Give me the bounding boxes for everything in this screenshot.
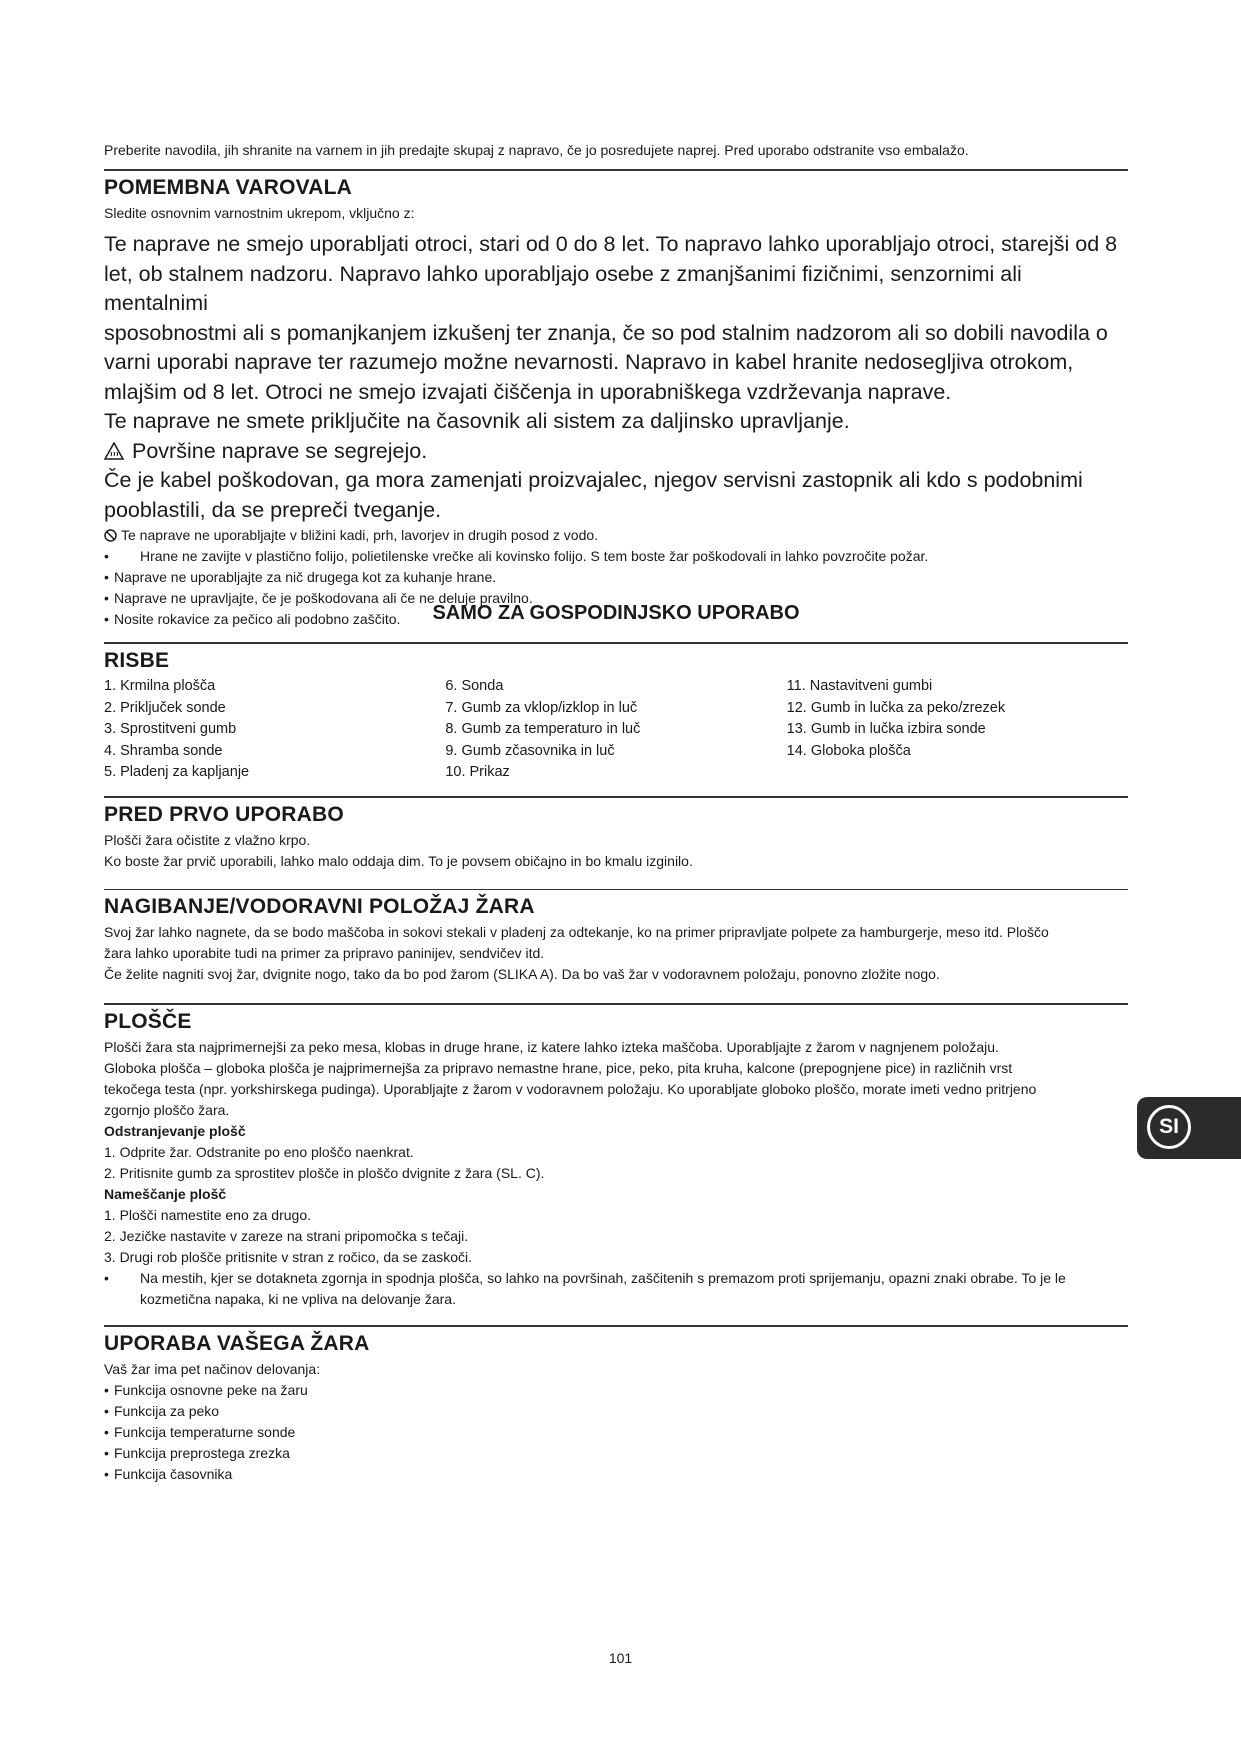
fit-plates-title: Nameščanje plošč [104, 1186, 227, 1202]
page-number: 101 [608, 1650, 633, 1666]
section-rule [104, 169, 1128, 171]
list-item: 1. Odprite žar. Odstranite po eno ploščo naenkrat. [104, 1144, 414, 1160]
list-item: • Funkcija preprostega zrezka [104, 1443, 1128, 1464]
list-item: • Hrane ne zavijte v plastično folijo, polietilenske vrečke ali kovinsko folijo. S tem boste žar poškodovali in lahko povzročite požar. [104, 546, 1128, 567]
list-item: 3. Sprostitveni gumb [104, 721, 237, 737]
list-item: 2. Pritisnite gumb za sprostitev plošče in ploščo dvignite z žara (SL. C). [104, 1165, 545, 1181]
prohibited-icon [104, 529, 117, 542]
fit-plates-steps [104, 1205, 1128, 1268]
section-rule [104, 1003, 1128, 1005]
figures-title: RISBE [104, 649, 170, 672]
intro-text: Preberite navodila, jih shranite na varnem in jih predajte skupaj z napravo, če jo posredujete naprej. Pred uporabo odstranite vso embalažo. [104, 142, 969, 158]
list-item: 2. Jezičke nastavite v zareze na strani pripomočka s tečaji. [104, 1228, 469, 1244]
cable-line: pooblastili, da se prepreči tveganje. [104, 497, 442, 522]
remove-plates-steps [104, 1142, 1128, 1184]
list-item: • Funkcija temperaturne sonde [104, 1422, 1128, 1443]
list-item: • Funkcija časovnika [104, 1464, 1128, 1485]
safety-line: varni uporabi naprave ter razumejo možne nevarnosti. Napravo in kabel hranite nedosegljiva otrokom, [104, 350, 1074, 374]
list-item [104, 1268, 1128, 1310]
list-item: 9. Gumb zčasovnika in luč [445, 742, 615, 759]
list-item: • Naprave ne upravljajte, če je poškodovana ali če ne deluje pravilno. [104, 588, 1128, 609]
safety-title: POMEMBNA VAROVALA [104, 176, 353, 199]
list-item: 7. Gumb za vklop/izklop in luč [445, 699, 638, 716]
safety-line: let, ob stalnem nadzoru. Napravo lahko uporabljajo osebe z zmanjšanimi fizičnimi, senzornimi ali mentalnimi [104, 261, 1022, 315]
plates-line: Globoka plošča – globoka plošča je najprimernejša za pripravo nemastne hrane, pice, peko, pita kruha, kalcone (prepognjene pice) in različnih vrst [104, 1060, 1013, 1076]
tilt-line: žara lahko uporabite tudi na primer za pripravo paninijev, sendvičev itd. [104, 945, 545, 961]
plates-line: zgornjo ploščo žara. [104, 1102, 230, 1118]
safety-line: Te naprave ne smejo uporabljati otroci, stari od 0 do 8 let. To napravo lahko uporabljajo otroci, starejši od 8 [104, 232, 1118, 256]
list-item: • Nosite rokavice za pečico ali podobno zaščito. [104, 609, 1128, 630]
section-rule [104, 1325, 1128, 1327]
list-item: 1. Plošči namestite eno za drugo. [104, 1207, 312, 1223]
hot-surface-warning [104, 437, 1128, 467]
list-item: 13. Gumb in lučka izbira sonde [786, 721, 986, 737]
usage-section [104, 1325, 1128, 1485]
language-badge [1137, 1097, 1241, 1159]
water-warning-text: Te naprave ne uporabljajte v bližini kadi, prh, lavorjev in drugih posod z vodo. [121, 527, 599, 543]
list-item: • Naprave ne uporabljajte za nič drugega kot za kuhanje hrane. [104, 567, 1128, 588]
plates-note [104, 1268, 1128, 1310]
safety-line: mlajšim od 8 let. Otroci ne smejo izvajati čiščenja in uporabniškega vzdrževanja naprave. [104, 379, 952, 404]
list-item: 6. Sonda [445, 678, 504, 694]
usage-modes [104, 1380, 1128, 1485]
cable-line: Če je kabel poškodovan, ga mora zamenjati proizvajalec, njegov servisni zastopnik ali kdo s podobnimi [104, 468, 1083, 492]
list-item: 4. Shramba sonde [104, 742, 223, 759]
list-item: 11. Nastavitveni gumbi [786, 678, 933, 694]
safety-line: sposobnostmi ali s pomanjkanjem izkušenj ter znanja, če so pod stalnim nadzorom ali so dobili navodila o [104, 320, 1108, 345]
figures-column-2 [445, 676, 786, 784]
tilt-section [104, 889, 1128, 985]
list-item: 12. Gumb in lučka za peko/zrezek [786, 699, 1006, 716]
list-item: 10. Prikaz [445, 764, 510, 780]
section-rule [104, 642, 1128, 644]
list-item: 8. Gumb za temperaturo in luč [445, 721, 641, 737]
list-item: • Funkcija za peko [104, 1401, 1128, 1422]
usage-title: UPORABA VAŠEGA ŽARA [104, 1332, 370, 1355]
figures-section [104, 642, 1128, 784]
figures-column-1 [104, 676, 445, 784]
language-badge-label: SI [1147, 1105, 1191, 1149]
household-use-title: SAMO ZA GOSPODINJSKO UPORABO [432, 602, 800, 624]
list-item: 3. Drugi rob plošče pritisnite v stran z ročico, da se zaskoči. [104, 1249, 473, 1265]
section-rule [104, 889, 1128, 890]
plates-section [104, 1003, 1128, 1310]
list-item: 1. Krmilna plošča [104, 678, 216, 694]
safety-subtitle: Sledite osnovnim varnostnim ukrepom, vključno z: [104, 205, 415, 221]
list-item: • Funkcija osnovne peke na žaru [104, 1380, 1128, 1401]
tilt-line: Svoj žar lahko nagnete, da se bodo maščoba in sokovi stekali v pladenj za odtekanje, ko na primer pripravljate polpete za hamburgerje, meso itd. Ploščo [104, 924, 1049, 940]
remove-plates-title: Odstranjevanje plošč [104, 1123, 246, 1139]
note-line: Na mestih, kjer se dotakneta zgornja in spodnja plošča, so lahko na površinah, zaščitenih s premazom proti sprijemanju, opazni znaki obrabe. To je le [140, 1270, 1066, 1286]
figures-column-3 [787, 676, 1128, 784]
plates-line: Plošči žara sta najprimernejši za peko mesa, klobas in druge hrane, iz katere lahko izteka maščoba. Uporabljajte z žarom v nagnjenem položaju. [104, 1039, 999, 1055]
tilt-title: NAGIBANJE/VODORAVNI POLOŽAJ ŽARA [104, 895, 535, 918]
safety-line: Te naprave ne smete priključite na časovnik ali sistem za daljinsko upravljanje. [104, 409, 850, 433]
note-line: kozmetična napaka, ki ne vpliva na delovanje žara. [140, 1291, 456, 1307]
hot-surface-text: Površine naprave se segrejejo. [132, 438, 428, 463]
list-item: 2. Priključek sonde [104, 699, 226, 716]
plates-line: tekočega testa (npr. yorkshirskega pudinga). Uporabljajte z žarom v vodoravnem položaju. Ko uporabljate globoko ploščo, morate imeti vedno pritrjeno [104, 1081, 1037, 1097]
section-rule [104, 796, 1128, 798]
list-item: 14. Globoka plošča [786, 742, 911, 759]
plates-title: PLOŠČE [104, 1010, 192, 1033]
usage-intro: Vaš žar ima pet načinov delovanja: [104, 1361, 321, 1377]
first-use-title: PRED PRVO UPORABO [104, 803, 344, 826]
first-use-line: Ko boste žar prvič uporabili, lahko malo oddaja dim. To je povsem običajno in bo kmalu izginilo. [104, 853, 693, 869]
safety-section [104, 169, 1128, 630]
list-item: 5. Pladenj za kapljanje [104, 764, 250, 780]
water-warning [104, 525, 1128, 546]
first-use-section [104, 796, 1128, 872]
first-use-line: Plošči žara očistite z vlažno krpo. [104, 832, 311, 848]
tilt-line: Če želite nagniti svoj žar, dvignite nogo, tako da bo pod žarom (SLIKA A). Da bo vaš žar v vodoravnem položaju, ponovno zložite nogo. [104, 966, 940, 982]
hot-surface-warning-icon [104, 442, 124, 460]
